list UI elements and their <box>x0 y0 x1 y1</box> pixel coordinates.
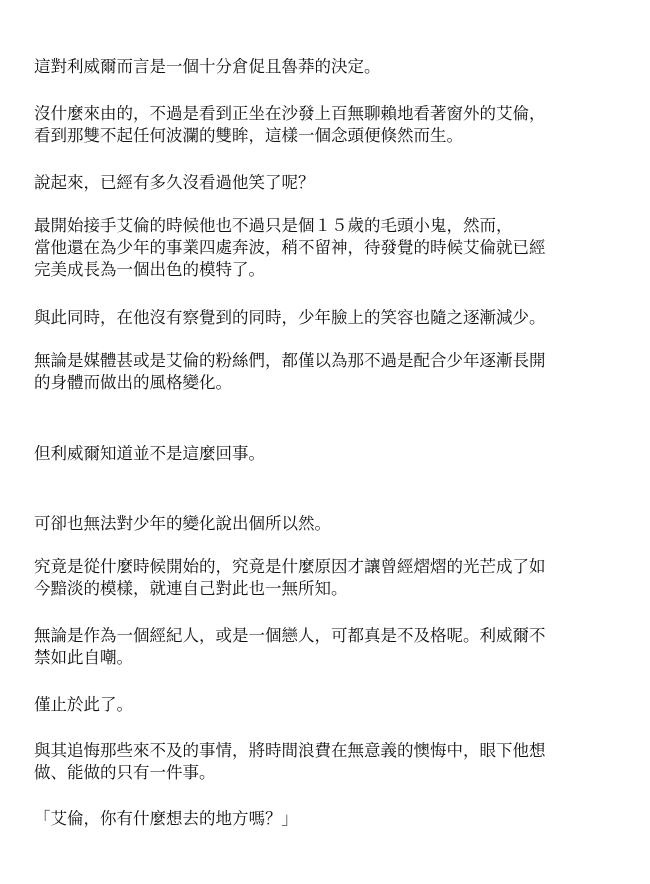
paragraph <box>34 172 634 194</box>
paragraph <box>34 103 634 147</box>
paragraph <box>34 443 634 465</box>
text-line: 無論是媒體甚或是艾倫的粉絲們，都僅以為那不過是配合少年逐漸長開 <box>34 351 546 370</box>
text-line: 僅止於此了。 <box>34 695 133 714</box>
text-line: 可卻也無法對少年的變化說出個所以然。 <box>34 514 331 533</box>
text-line: 與其追悔那些來不及的事情，將時間浪費在無意義的懊悔中，眼下他想 <box>34 741 546 760</box>
paragraph <box>34 808 634 830</box>
text-line: 最開始接手艾倫的時候他也不過只是個１５歲的毛頭小鬼，然而， <box>34 216 513 235</box>
text-line: 當他還在為少年的事業四處奔波，稍不留神，待發覺的時候艾倫就已經 <box>34 238 546 257</box>
paragraph <box>34 513 634 535</box>
text-line: 無論是作為一個經紀人，或是一個戀人，可都真是不及格呢。利威爾不 <box>34 626 546 645</box>
paragraph <box>34 56 634 78</box>
text-line: 究竟是從什麼時候開始的，究竟是什麼原因才讓曾經熠熠的光芒成了如 <box>34 557 546 576</box>
paragraph <box>34 556 634 600</box>
text-line: 「艾倫，你有什麼想去的地方嗎？」 <box>34 809 298 828</box>
text-line: 禁如此自嘲。 <box>34 648 133 667</box>
paragraph <box>34 307 634 329</box>
text-line: 的身體而做出的風格變化。 <box>34 373 232 392</box>
text-line: 說起來，已經有多久沒看過他笑了呢？ <box>34 173 315 192</box>
paragraph <box>34 694 634 716</box>
text-line: 沒什麼來由的，不過是看到正坐在沙發上百無聊賴地看著窗外的艾倫， <box>34 104 546 123</box>
paragraph <box>34 215 634 281</box>
text-line: 這對利威爾而言是一個十分倉促且魯莽的決定。 <box>34 57 381 76</box>
text-line: 與此同時，在他沒有察覺到的同時，少年臉上的笑容也隨之逐漸減少。 <box>34 308 546 327</box>
paragraph <box>34 625 634 669</box>
paragraph <box>34 350 634 394</box>
text-line: 但利威爾知道並不是這麼回事。 <box>34 444 265 463</box>
text-line: 看到那雙不起任何波瀾的雙眸，這樣一個念頭便倏然而生。 <box>34 126 463 145</box>
text-line: 完美成長為一個出色的模特了。 <box>34 260 265 279</box>
text-line: 今黯淡的模樣，就連自己對此也一無所知。 <box>34 579 348 598</box>
text-line: 做、能做的只有一件事。 <box>34 763 216 782</box>
paragraph <box>34 740 634 784</box>
